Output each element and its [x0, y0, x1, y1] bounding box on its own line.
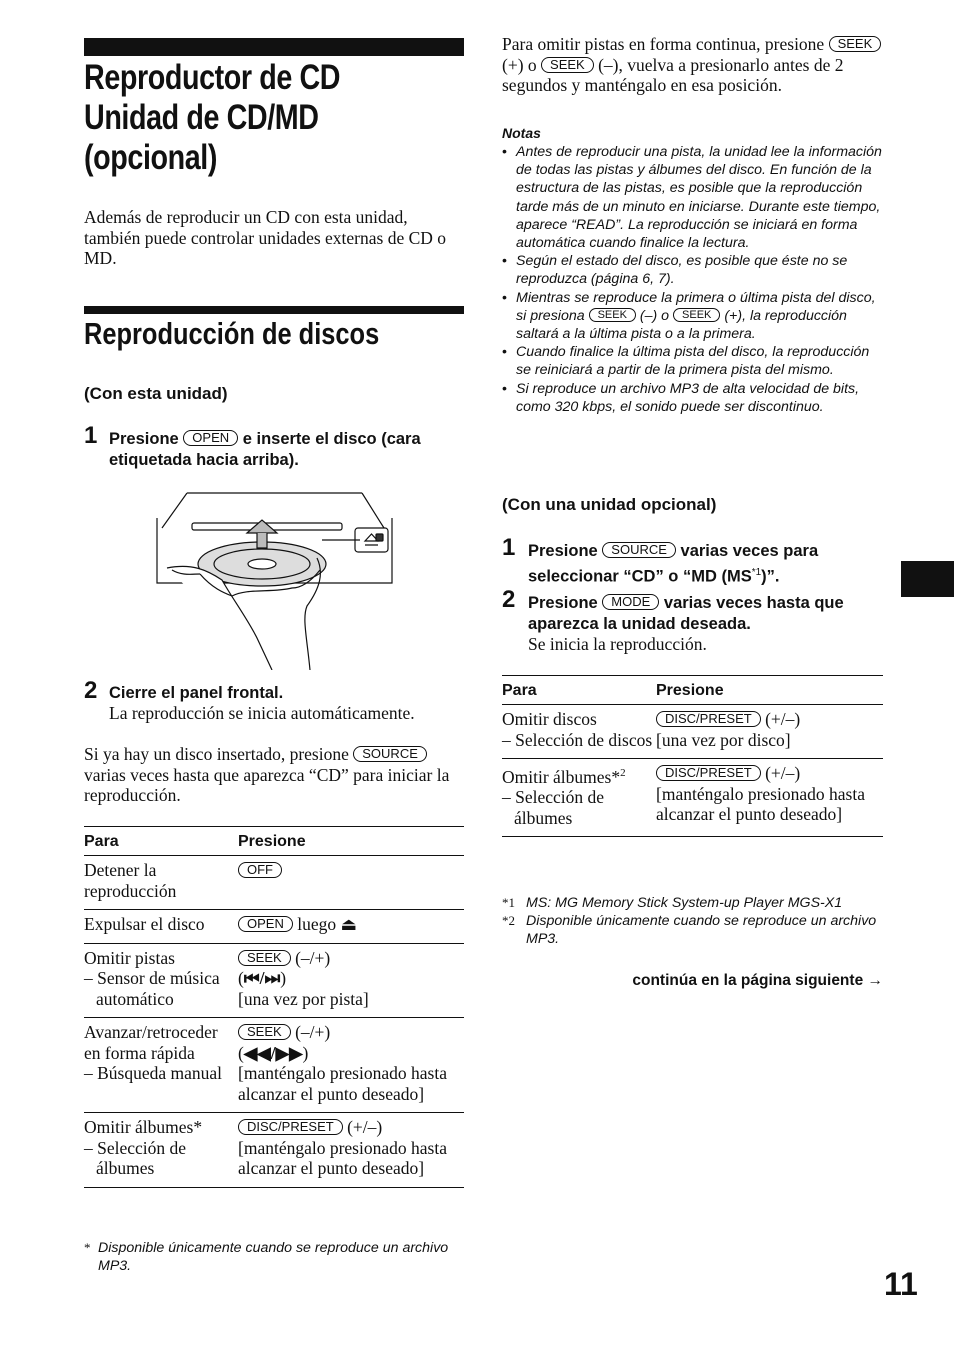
notes-list: [502, 143, 883, 416]
row-keys: [238, 1113, 464, 1188]
col-para: Para: [84, 827, 238, 856]
continue-note: continúa en la página siguiente →: [632, 972, 883, 989]
key-note: [manténgalo presionado hasta alcanzar el punto deseado]: [238, 1063, 447, 1104]
continuous-skip-text: [502, 34, 883, 96]
note-item: • Según el estado del disco, es posible que éste no se reproduzca (página 6, 7).: [502, 252, 883, 288]
action-main: Omitir discos: [502, 709, 597, 729]
footnote-mark: *2: [502, 913, 515, 928]
action-sub: – Sensor de música automático: [84, 968, 220, 1009]
footnote-1: [502, 894, 907, 912]
footnote-mark: *1: [502, 895, 515, 910]
footnote-left: [84, 1239, 468, 1275]
row-action: [84, 1018, 238, 1113]
section-title: Reproducción de discos: [84, 316, 380, 351]
seek-button: SEEK: [589, 308, 636, 322]
row-keys: [656, 705, 883, 759]
key-note: [manténgalo presionado hasta alcanzar el punto deseado]: [238, 1137, 447, 1178]
ostep-1-number: 1: [502, 534, 516, 561]
note-item: [502, 289, 883, 344]
preset-direction: (+/–): [765, 709, 801, 729]
row-action: [502, 705, 656, 759]
table-row: [502, 705, 883, 759]
source-button: SOURCE: [602, 542, 676, 558]
row-action: [84, 1113, 238, 1188]
ostep-2-number: 2: [502, 586, 516, 613]
step-1-number: 1: [84, 422, 98, 449]
col-presione: Presione: [238, 827, 464, 856]
note-item: • Antes de reproducir una pista, la unidad lee la información de todas las pistas y álbumes del disco. En función de la estructura de las pistas, es posible que la reproducción tarde más de un minuto en iniciarse. Durante este tiempo, aparece “READ”. La reproducción se iniciará en forma automática cuando finalice la lectura.: [502, 143, 883, 252]
seek-button: SEEK: [238, 950, 291, 966]
page-number: 11: [884, 1266, 918, 1302]
row-action: Expulsar el disco: [84, 910, 238, 944]
action-sub: – Selección de álbumes: [502, 787, 605, 828]
seek-button: SEEK: [238, 1024, 291, 1040]
seek-button: SEEK: [541, 57, 594, 73]
footnote-text: MS: MG Memory Stick System-up Player MGS-X1: [526, 895, 843, 911]
note-item: • Si reproduce un archivo MP3 de alta velocidad de bits, como 320 kbps, el sonido puede ser discontinuo.: [502, 380, 883, 416]
ostep-2-pre: Presione: [528, 594, 598, 612]
source-button: SOURCE: [353, 746, 427, 762]
action-sup: 2: [620, 767, 626, 779]
footnote-2: [502, 912, 907, 948]
row-action: [502, 759, 656, 837]
ostep-1-pre: Presione: [528, 542, 598, 560]
action-main: Omitir álbumes*: [84, 1117, 203, 1137]
cont-t2: (+) o: [502, 54, 537, 75]
mode-button: MODE: [602, 594, 659, 610]
seek-direction: (–/+): [295, 947, 331, 968]
ostep-1-text: [528, 541, 883, 588]
disc-preset-button: DISC/PRESET: [238, 1119, 343, 1135]
off-button: OFF: [238, 862, 282, 878]
open-button: OPEN: [238, 916, 293, 932]
action-sub: – Selección de discos: [502, 729, 653, 750]
row-keys: [238, 943, 464, 1018]
optional-table: [502, 675, 883, 837]
table-row: [84, 1113, 464, 1188]
section-bar: [84, 306, 464, 314]
action-sub: – Selección de álbumes: [84, 1137, 187, 1178]
action-sub: – Búsqueda manual: [84, 1063, 223, 1083]
already-pre: Si ya hay un disco insertado, presione: [84, 744, 349, 764]
luego-text: luego: [297, 914, 337, 934]
skip-icons: (⏮/⏭): [238, 968, 287, 988]
table-row: [84, 943, 464, 1018]
row-action: [84, 943, 238, 1018]
table-header: [502, 676, 883, 705]
seek-button: SEEK: [673, 308, 720, 322]
note-3a: Mientras se reproduce la primera o última pista del disco, si presiona: [516, 289, 876, 324]
step-2-text: Cierre el panel frontal.: [109, 684, 284, 702]
seek-direction: (–/+): [295, 1022, 331, 1042]
row-keys: [238, 856, 464, 910]
key-note: [una vez por disco]: [656, 729, 791, 750]
ostep-2-detail: Se inicia la reproducción.: [528, 634, 707, 654]
subheading-optional: (Con una unidad opcional): [502, 495, 717, 514]
footnote-text: Disponible únicamente cuando se reproduce un archivo MP3.: [98, 1240, 449, 1274]
ostep-2-post: varias veces hasta que aparezca la unidad deseada.: [528, 594, 844, 633]
disc-preset-button: DISC/PRESET: [656, 765, 761, 781]
col-para: Para: [502, 676, 656, 705]
row-action: Detener la reproducción: [84, 856, 238, 910]
side-tab: [901, 561, 954, 597]
disc-insert-illustration: [152, 488, 397, 670]
step-2-number: 2: [84, 677, 98, 704]
footnotes-right: [502, 894, 907, 948]
title-bar: [84, 38, 464, 56]
ostep-1-sup: *1: [751, 567, 762, 578]
table-row: [84, 856, 464, 910]
page-title: Reproductor de CD Unidad de CD/MD (opcional): [84, 58, 341, 177]
note-3b: (–) o: [639, 307, 670, 324]
key-note: [una vez por pista]: [238, 988, 369, 1009]
table-row: [502, 759, 883, 837]
notes-heading: Notas: [502, 125, 541, 141]
cont-t1: Para omitir pistas en forma continua, presione: [502, 34, 825, 54]
action-main: Avanzar/retroceder en forma rápida: [84, 1022, 218, 1063]
subheading-unit: (Con esta unidad): [84, 384, 228, 403]
already-post: varias veces hasta que aparezca “CD” para iniciar la reproducción.: [84, 764, 450, 805]
preset-direction: (+/–): [347, 1117, 383, 1137]
eject-icon: ⏏: [340, 914, 358, 934]
seek-button: SEEK: [829, 36, 882, 52]
step-2-detail: La reproducción se inicia automáticamente.: [109, 703, 415, 723]
table-header: [84, 827, 464, 856]
cont-t3: (–), vuelva a presionarlo antes de 2 segundos y manténgalo en esa posición.: [502, 54, 844, 95]
action-main: Omitir álbumes*: [502, 766, 621, 787]
note-item: • Cuando finalice la última pista del disco, la reproducción se reiniciará a partir de la primera pista del mismo.: [502, 343, 883, 379]
action-main: Omitir pistas: [84, 947, 175, 968]
col-presione: Presione: [656, 676, 883, 705]
rewind-forward-icons: (◀◀/▶▶): [238, 1042, 309, 1063]
intro-text: Además de reproducir un CD con esta unidad, también puede controlar unidades externas de CD o MD.: [84, 207, 447, 268]
table-row: [84, 910, 464, 944]
footnote-mark: *: [84, 1240, 91, 1255]
note-3c: (+), la reproducción saltará a la última pista o a la primera.: [516, 307, 847, 343]
disc-preset-button: DISC/PRESET: [656, 711, 761, 727]
row-keys: [238, 1018, 464, 1113]
already-inserted-text: [84, 744, 456, 806]
ostep-2-text: [528, 593, 883, 635]
footnote-text: Disponible únicamente cuando se reproduce un archivo MP3.: [526, 913, 877, 947]
operations-table: [84, 826, 464, 1188]
ostep-1-end: )”.: [761, 567, 780, 586]
table-row: [84, 1018, 464, 1113]
step-1-post: e inserte el disco (cara etiquetada hacia arriba).: [109, 430, 421, 469]
preset-direction: (+/–): [765, 763, 801, 783]
row-keys: [656, 759, 883, 837]
row-keys: [238, 910, 464, 944]
step-1-text: [109, 429, 464, 471]
step-1-pre: Presione: [109, 430, 179, 448]
ostep-1-post: varias veces para seleccionar “CD” o “MD (MS: [528, 542, 819, 586]
open-button: OPEN: [183, 430, 238, 446]
key-note: [manténgalo presionado hasta alcanzar el punto deseado]: [656, 783, 865, 824]
